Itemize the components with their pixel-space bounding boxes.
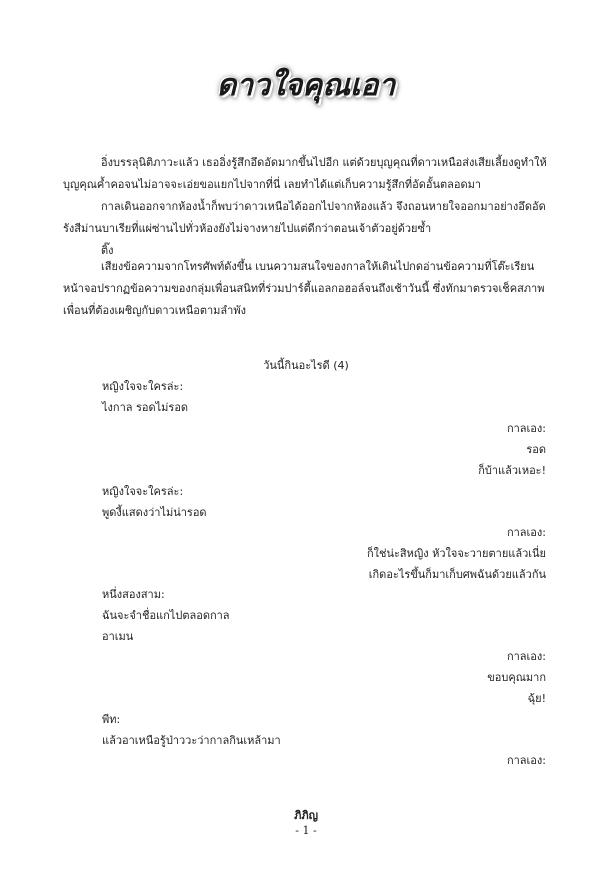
chat-message: พูดงี้แสดงว่าไม่น่ารอด: [102, 506, 207, 519]
page-number: - 1 -: [295, 824, 317, 837]
author-name: ภิภิญ: [294, 809, 318, 822]
chat-sender: หนึ่งสองสาม:: [102, 588, 165, 601]
chat-message: เกิดอะไรขึ้นก็มาเก็บศพฉันด้วยแล้วกัน: [368, 568, 546, 581]
chat-sender: กาลเอง:: [506, 650, 546, 663]
chat-sender: กาลเอง:: [506, 526, 546, 539]
chat-message: ไงกาล รอดไม่รอด: [102, 401, 189, 414]
chat-group-heading: วันนี้กินอะไรดี (4): [263, 359, 349, 372]
chat-message: รอด: [526, 443, 546, 456]
paragraph-1: อิ่งบรรลุนิติภาวะแล้ว เธออิ่งรู้สึกอึดอัดมากขึ้นไปอีก แต่ด้วยบุญคุณที่ดาวเหนือส่งเสียเลี้ยงดูทำให้บุญคุณค้ำคอจนไม่อาจจะเอ่ยขอแยกไปจากที่นี่ เลยทำได้แต่เก็บความรู้สึกที่อัดอั้นตลอดมา: [63, 156, 547, 191]
paragraph-2: กาลเดินออกจากห้องน้ำก็พบว่าดาวเหนือได้ออกไปจากห้องแล้ว จึงถอนหายใจออกมาอย่างอึดอัด รังสีม่านบาเรียที่แผ่ซ่านไปทั่วห้องยังไม่จางหายไปแต่ดีกว่าตอนเจ้าตัวอยู่ด้วยซ้ำ: [63, 200, 546, 235]
chat-sender: หญิงใจจะใครล่ะ:: [102, 380, 184, 393]
chat-message: ก็บ้าแล้วเหอะ!: [478, 464, 546, 477]
chat-message: ฉันจะจำชื่อแกไปตลอดกาล: [102, 609, 230, 622]
chat-message: อาเมน: [102, 630, 134, 643]
story-title: ดาวใจคุณเอา: [216, 68, 396, 103]
chat-message: ก็ใช่น่ะสิหญิง หัวใจจะวายตายแล้วเนี่ย: [366, 547, 546, 560]
chat-message: ฉุ้ย!: [527, 692, 546, 705]
chat-sender: พีท:: [102, 713, 121, 726]
paragraph-3: ติ๊ง: [101, 244, 114, 257]
paragraph-4: เสียงข้อความจากโทรศัพท์ดังขึ้น เบนความสนใจของกาลให้เดินไปกดอ่านข้อความที่โต๊ะเรียน หน้าจอปรากฏข้อความของกลุ่มเพื่อนสนิทที่ร่วมปาร์ตี้แอลกอฮอล์จนถึงเช้าวันนี้ ซึ่งทักมาตรวจเช็คสภาพเพื่อนที่ต้องเผชิญกับดาวเหนือตามลำพัง: [63, 260, 545, 317]
chat-message: แล้วอาเหนือรู้ป่าววะว่ากาลกินเหล้ามา: [102, 734, 281, 747]
chat-message: ขอบคุณมาก: [487, 671, 546, 684]
chat-sender: กาลเอง:: [506, 422, 546, 435]
chat-sender: กาลเอง:: [506, 754, 546, 767]
chat-sender: หญิงใจจะใครล่ะ:: [102, 485, 184, 498]
